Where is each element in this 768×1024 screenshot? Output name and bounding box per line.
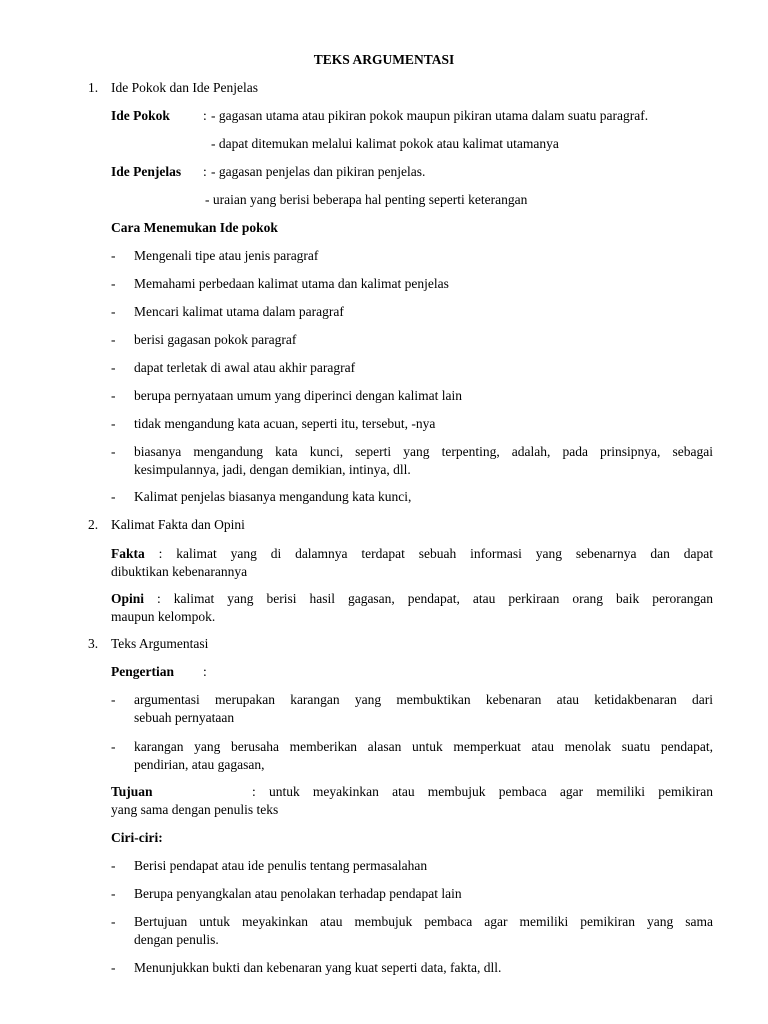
tujuan-label: Tujuan <box>111 784 153 799</box>
list-item-line-2: pendirian, atau gagasan, <box>134 757 265 772</box>
ide-pokok-line-1: - gagasan utama atau pikiran pokok maupun pikiran utama dalam suatu paragraf. <box>211 108 649 123</box>
document-title: TEKS ARGUMENTASI <box>313 52 455 67</box>
bullet-dash: - <box>111 858 116 873</box>
opini-line-2: maupun kelompok. <box>111 609 216 624</box>
section-2-heading: Kalimat Fakta dan Opini <box>111 517 245 532</box>
fakta-line-1 <box>111 545 713 563</box>
list-item: Berisi pendapat atau ide penulis tentang permasalahan <box>134 858 428 873</box>
bullet-dash: - <box>111 739 116 754</box>
bullet-dash: - <box>111 960 116 975</box>
ide-penjelas-line-1: - gagasan penjelas dan pikiran penjelas. <box>211 164 426 179</box>
ide-penjelas-label: Ide Penjelas <box>111 164 182 179</box>
ide-penjelas-line-2: - uraian yang berisi beberapa hal penting seperti keterangan <box>205 192 528 207</box>
section-3-heading: Teks Argumentasi <box>111 636 209 651</box>
list-item-line-2: kesimpulannya, jadi, dengan demikian, intinya, dll. <box>134 462 411 477</box>
tujuan-line-1: : untuk meyakinkan atau membujuk pembaca agar memiliki pemikiran <box>252 784 713 799</box>
fakta-label: Fakta <box>111 546 145 561</box>
fakta-definition: : kalimat yang di dalamnya terdapat sebuah informasi yang sebenarnya dan dapat <box>144 546 713 561</box>
cara-menemukan-heading: Cara Menemukan Ide pokok <box>111 220 278 235</box>
list-item: Kalimat penjelas biasanya mengandung kata kunci, <box>134 489 412 504</box>
bullet-dash: - <box>111 360 116 375</box>
list-item-line-2: dengan penulis. <box>134 932 219 947</box>
ide-penjelas-colon: : <box>203 164 207 179</box>
bullet-dash: - <box>111 692 116 707</box>
bullet-dash: - <box>111 276 116 291</box>
pengertian-colon: : <box>203 664 207 679</box>
fakta-line-2: dibuktikan kebenarannya <box>111 564 248 579</box>
list-item-line-2: sebuah pernyataan <box>134 710 235 725</box>
list-item: Mencari kalimat utama dalam paragraf <box>134 304 344 319</box>
list-item: berisi gagasan pokok paragraf <box>134 332 297 347</box>
ide-pokok-line-2: - dapat ditemukan melalui kalimat pokok atau kalimat utamanya <box>211 136 559 151</box>
section-1-heading: Ide Pokok dan Ide Penjelas <box>111 80 258 95</box>
list-item: Menunjukkan bukti dan kebenaran yang kuat seperti data, fakta, dll. <box>134 960 502 975</box>
list-item: Memahami perbedaan kalimat utama dan kalimat penjelas <box>134 276 449 291</box>
section-3-number: 3. <box>88 636 99 651</box>
section-1-number: 1. <box>88 80 99 95</box>
ide-pokok-colon: : <box>203 108 207 123</box>
list-item: berupa pernyataan umum yang diperinci dengan kalimat lain <box>134 388 463 403</box>
section-2-number: 2. <box>88 517 99 532</box>
opini-line-1 <box>111 590 713 608</box>
list-item: dapat terletak di awal atau akhir paragraf <box>134 360 356 375</box>
list-item: Berupa penyangkalan atau penolakan terhadap pendapat lain <box>134 886 462 901</box>
bullet-dash: - <box>111 304 116 319</box>
list-item-line-1: Bertujuan untuk meyakinkan atau membujuk pembaca agar memiliki pemikiran yang sama <box>134 914 713 929</box>
opini-definition: : kalimat yang berisi hasil gagasan, pendapat, atau perkiraan orang baik perorangan <box>144 591 713 606</box>
list-item: tidak mengandung kata acuan, seperti itu, tersebut, -nya <box>134 416 436 431</box>
list-item-line-1: karangan yang berusaha memberikan alasan untuk memperkuat atau menolak suatu pendapat, <box>134 739 713 754</box>
bullet-dash: - <box>111 489 116 504</box>
opini-label: Opini <box>111 591 145 606</box>
pengertian-label: Pengertian <box>111 664 174 679</box>
bullet-dash: - <box>111 914 116 929</box>
list-item-line-1: biasanya mengandung kata kunci, seperti yang terpenting, adalah, pada prinsipnya, sebagai <box>134 444 713 459</box>
ide-pokok-label: Ide Pokok <box>111 108 170 123</box>
bullet-dash: - <box>111 416 116 431</box>
bullet-dash: - <box>111 444 116 459</box>
bullet-dash: - <box>111 332 116 347</box>
tujuan-line-2: yang sama dengan penulis teks <box>111 802 279 817</box>
list-item-line-1: argumentasi merupakan karangan yang membuktikan kebenaran atau ketidakbenaran dari <box>134 692 713 707</box>
bullet-dash: - <box>111 248 116 263</box>
ciri-ciri-heading: Ciri-ciri: <box>111 830 163 845</box>
bullet-dash: - <box>111 886 116 901</box>
bullet-dash: - <box>111 388 116 403</box>
list-item: Mengenali tipe atau jenis paragraf <box>134 248 319 263</box>
